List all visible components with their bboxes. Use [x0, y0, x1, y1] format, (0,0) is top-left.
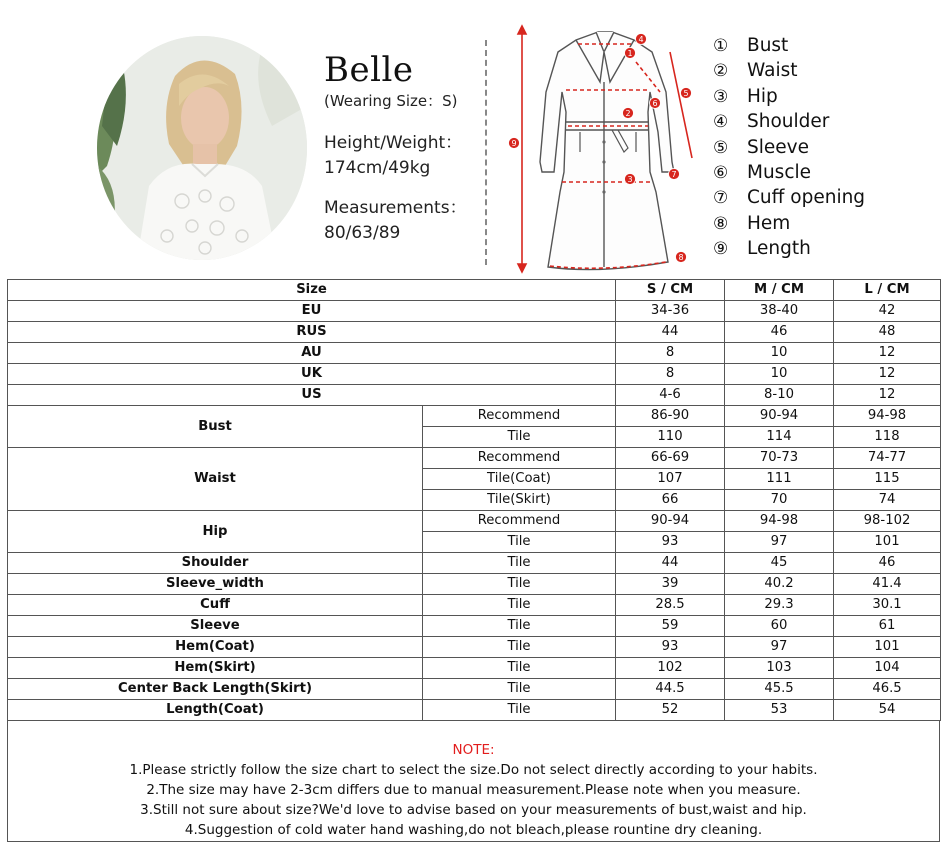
legend-number: ⑥: [713, 162, 729, 183]
table-cell: 107: [616, 469, 725, 490]
table-cell: 12: [834, 364, 941, 385]
table-cell: 29.3: [725, 595, 834, 616]
legend-label: Hip: [747, 85, 778, 107]
table-row: [8, 553, 941, 574]
table-cell: 70: [725, 490, 834, 511]
table-cell: 66-69: [616, 448, 725, 469]
table-cell: 53: [725, 700, 834, 721]
legend-item: [713, 236, 865, 261]
legend-item: [713, 84, 865, 109]
table-row: [8, 385, 941, 406]
table-cell: 54: [834, 700, 941, 721]
table-cell: 114: [725, 427, 834, 448]
row-type: Recommend: [423, 448, 616, 469]
table-header-row: [8, 280, 941, 301]
measurements-label: Measurements：: [324, 198, 467, 218]
table-cell: 94-98: [725, 511, 834, 532]
table-cell: 111: [725, 469, 834, 490]
table-cell: 97: [725, 532, 834, 553]
table-cell: 104: [834, 658, 941, 679]
row-type: Tile: [423, 679, 616, 700]
table-cell: 86-90: [616, 406, 725, 427]
height-weight-value: 174cm/49kg: [324, 158, 431, 178]
table-cell: 40.2: [725, 574, 834, 595]
table-row: [8, 448, 941, 469]
table-cell: 12: [834, 385, 941, 406]
diagram-marker-1-label: 1: [627, 49, 633, 58]
row-label: Hip: [8, 511, 423, 553]
row-type: Recommend: [423, 406, 616, 427]
model-photo-illustration: [97, 36, 307, 260]
table-cell: 110: [616, 427, 725, 448]
measurement-legend: [713, 33, 865, 262]
table-row: [8, 406, 941, 427]
table-row: [8, 679, 941, 700]
row-label: Center Back Length(Skirt): [8, 679, 423, 700]
notes-title: NOTE:: [452, 742, 495, 758]
legend-number: ⑤: [713, 137, 729, 158]
table-cell: 94-98: [834, 406, 941, 427]
legend-label: Hem: [747, 212, 791, 234]
model-info-section: [0, 0, 947, 275]
divider: [485, 40, 487, 265]
row-label: Shoulder: [8, 553, 423, 574]
table-cell: 46: [725, 322, 834, 343]
table-cell: 8: [616, 364, 725, 385]
table-row: [8, 511, 941, 532]
table-cell: 39: [616, 574, 725, 595]
row-type: Tile: [423, 658, 616, 679]
table-cell: 74: [834, 490, 941, 511]
row-label: UK: [8, 364, 616, 385]
table-cell: 12: [834, 343, 941, 364]
row-type: Tile: [423, 532, 616, 553]
table-cell: 90-94: [616, 511, 725, 532]
table-cell: 60: [725, 616, 834, 637]
table-cell: 34-36: [616, 301, 725, 322]
table-cell: 28.5: [616, 595, 725, 616]
table-row: [8, 595, 941, 616]
table-row: [8, 637, 941, 658]
table-cell: 10: [725, 343, 834, 364]
row-type: Tile: [423, 574, 616, 595]
row-label: Sleeve_width: [8, 574, 423, 595]
row-type: Tile: [423, 700, 616, 721]
table-cell: 48: [834, 322, 941, 343]
row-label: Hem(Coat): [8, 637, 423, 658]
legend-item: [713, 160, 865, 185]
legend-item: [713, 185, 865, 210]
table-cell: 44: [616, 322, 725, 343]
legend-number: ②: [713, 61, 729, 82]
note-line: 3.Still not sure about size?We'd love to advise based on your measurements of bust,waist and hip.: [140, 802, 807, 818]
diagram-marker-2-label: 2: [625, 109, 631, 118]
table-cell: 115: [834, 469, 941, 490]
legend-label: Length: [747, 238, 811, 260]
table-cell: 61: [834, 616, 941, 637]
legend-item: [713, 211, 865, 236]
table-row: [8, 301, 941, 322]
row-type: Tile(Skirt): [423, 490, 616, 511]
diagram-marker-8-label: 8: [678, 253, 684, 262]
legend-item: [713, 109, 865, 134]
model-name: Belle: [324, 50, 414, 90]
table-row: [8, 574, 941, 595]
diagram-marker-7-label: 7: [671, 170, 677, 179]
table-cell: 8: [616, 343, 725, 364]
legend-label: Shoulder: [747, 111, 830, 133]
table-cell: 102: [616, 658, 725, 679]
row-label: RUS: [8, 322, 616, 343]
table-cell: 42: [834, 301, 941, 322]
model-photo: [97, 36, 307, 260]
coat-measurement-diagram: [500, 22, 705, 274]
table-cell: 46.5: [834, 679, 941, 700]
table-cell: 66: [616, 490, 725, 511]
notes-section: [7, 720, 940, 842]
legend-number: ⑧: [713, 213, 729, 234]
table-header-l: L / CM: [834, 280, 941, 301]
legend-number: ①: [713, 36, 729, 56]
row-label: Sleeve: [8, 616, 423, 637]
row-label: Cuff: [8, 595, 423, 616]
measurements-value: 80/63/89: [324, 223, 401, 243]
size-chart-table: [7, 279, 941, 721]
row-label: Length(Coat): [8, 700, 423, 721]
row-label: Waist: [8, 448, 423, 511]
row-type: Tile: [423, 616, 616, 637]
legend-number: ③: [713, 86, 729, 107]
table-cell: 93: [616, 637, 725, 658]
table-cell: 10: [725, 364, 834, 385]
legend-label: Waist: [747, 60, 798, 82]
row-type: Recommend: [423, 511, 616, 532]
table-cell: 97: [725, 637, 834, 658]
table-cell: 44: [616, 553, 725, 574]
row-type: Tile: [423, 595, 616, 616]
table-cell: 98-102: [834, 511, 941, 532]
diagram-marker-6-label: 6: [652, 99, 658, 108]
legend-number: ④: [713, 112, 729, 133]
table-cell: 46: [834, 553, 941, 574]
table-cell: 70-73: [725, 448, 834, 469]
table-cell: 90-94: [725, 406, 834, 427]
table-cell: 93: [616, 532, 725, 553]
table-row: [8, 364, 941, 385]
table-cell: 101: [834, 637, 941, 658]
table-header-m: M / CM: [725, 280, 834, 301]
height-weight-label: Height/Weight：: [324, 133, 463, 153]
row-type: Tile: [423, 637, 616, 658]
table-row: [8, 658, 941, 679]
diagram-marker-3-label: 3: [627, 175, 633, 184]
table-cell: 30.1: [834, 595, 941, 616]
legend-item: [713, 33, 865, 58]
table-cell: 45: [725, 553, 834, 574]
legend-number: ⑦: [713, 188, 729, 209]
diagram-marker-5-label: 5: [683, 89, 689, 98]
table-cell: 41.4: [834, 574, 941, 595]
note-line: 4.Suggestion of cold water hand washing,do not bleach,please rountine dry cleaning.: [184, 822, 763, 838]
table-cell: 118: [834, 427, 941, 448]
table-cell: 103: [725, 658, 834, 679]
table-cell: 45.5: [725, 679, 834, 700]
legend-item: [713, 135, 865, 160]
diagram-marker-4-label: 4: [638, 35, 644, 44]
table-row: [8, 322, 941, 343]
table-row: [8, 343, 941, 364]
row-type: Tile(Coat): [423, 469, 616, 490]
table-cell: 101: [834, 532, 941, 553]
row-label: Bust: [8, 406, 423, 448]
legend-label: Sleeve: [747, 136, 809, 158]
legend-label: Cuff opening: [747, 187, 866, 209]
note-line: 1.Please strictly follow the size chart to select the size.Do not select directly according to your habits.: [129, 762, 818, 778]
note-line: 2.The size may have 2-3cm differs due to manual measurement.Please note when you measure.: [146, 782, 801, 798]
table-cell: 44.5: [616, 679, 725, 700]
legend-number: ⑨: [713, 239, 729, 260]
row-label: Hem(Skirt): [8, 658, 423, 679]
row-label: AU: [8, 343, 616, 364]
table-header-s: S / CM: [616, 280, 725, 301]
table-row: [8, 700, 941, 721]
table-cell: 74-77: [834, 448, 941, 469]
row-label: EU: [8, 301, 616, 322]
legend-item: [713, 58, 865, 83]
row-type: Tile: [423, 553, 616, 574]
row-type: Tile: [423, 427, 616, 448]
diagram-marker-9-label: 9: [511, 139, 517, 148]
table-header-size: Size: [8, 280, 616, 301]
row-label: US: [8, 385, 616, 406]
table-cell: 52: [616, 700, 725, 721]
table-cell: 38-40: [725, 301, 834, 322]
model-wearing-size: (Wearing Size：S): [324, 92, 458, 110]
table-row: [8, 616, 941, 637]
legend-label: Bust: [747, 35, 789, 56]
table-cell: 59: [616, 616, 725, 637]
table-cell: 4-6: [616, 385, 725, 406]
table-cell: 8-10: [725, 385, 834, 406]
legend-label: Muscle: [747, 161, 812, 183]
